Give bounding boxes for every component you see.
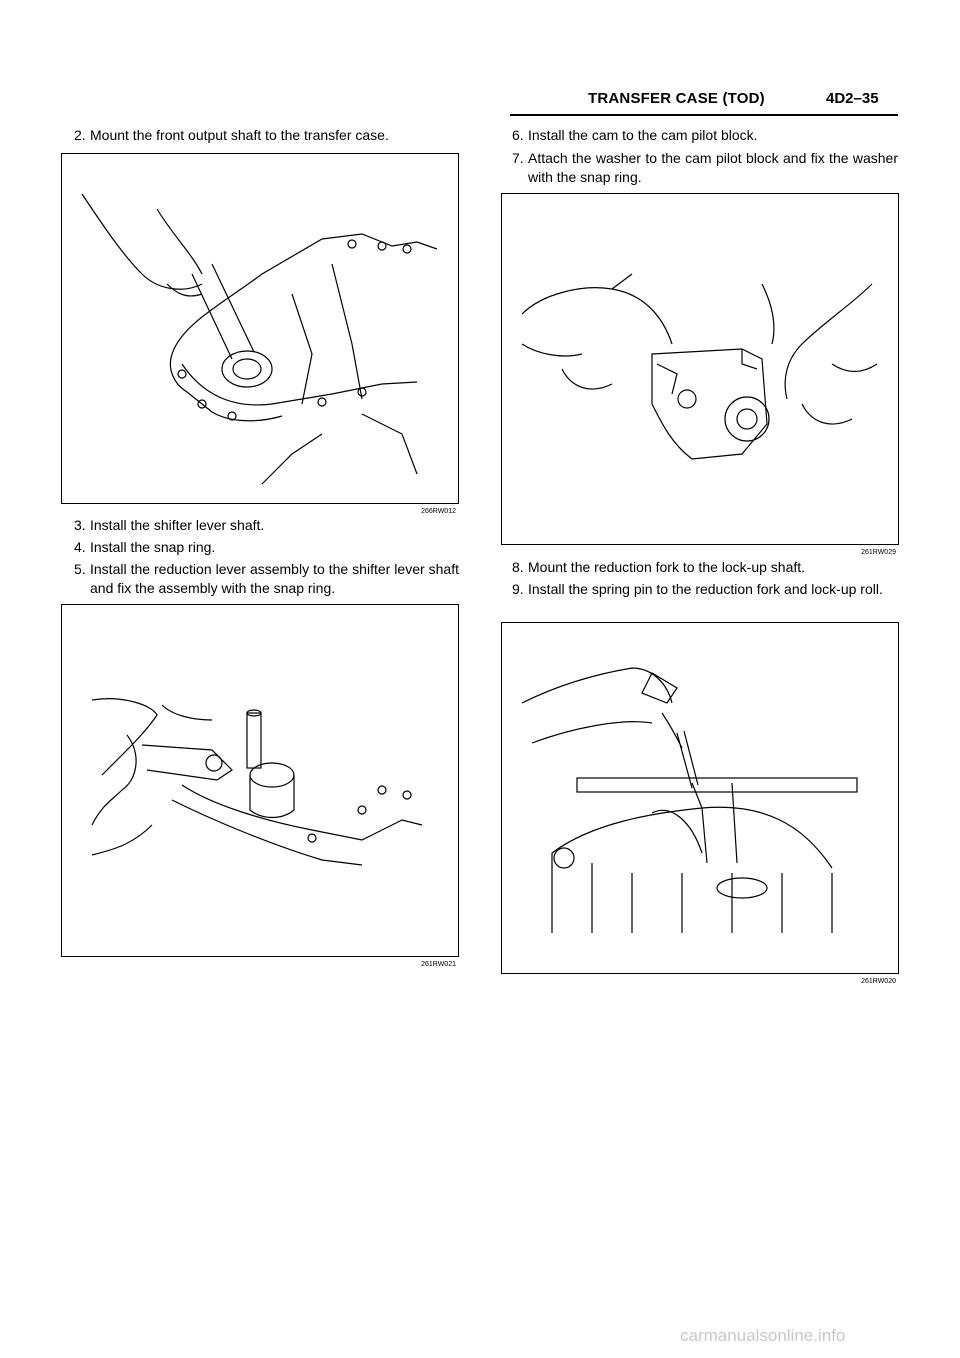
step-5 [74, 560, 459, 598]
step-8 [512, 558, 898, 577]
figure-spring-pin [501, 622, 899, 985]
step-2 [74, 126, 459, 145]
watermark: carmanualsonline.info [680, 1326, 846, 1345]
step-number: 6. [512, 127, 524, 143]
step-6 [512, 126, 898, 145]
figure-code: 261RW029 [861, 549, 896, 556]
step-text: Attach the washer to the cam pilot block and fix the washer with the snap ring. [528, 150, 898, 185]
step-7 [512, 149, 898, 187]
step-text: Install the spring pin to the reduction fork and lock-up roll. [528, 581, 883, 597]
figure-front-output-shaft [61, 153, 459, 515]
step-text: Mount the reduction fork to the lock-up shaft. [528, 559, 806, 575]
section-title: TRANSFER CASE (TOD) [588, 90, 765, 107]
step-text: Install the shifter lever shaft. [90, 517, 265, 533]
step-number: 3. [74, 517, 86, 533]
step-number: 9. [512, 581, 524, 597]
step-9 [512, 580, 898, 599]
figure-cam-washer [501, 193, 899, 556]
step-text: Install the cam to the cam pilot block. [528, 127, 758, 143]
figure-code: 261RW021 [421, 961, 456, 968]
figure-reduction-lever [61, 604, 459, 968]
step-number: 5. [74, 561, 86, 577]
step-4 [74, 538, 459, 557]
step-number: 4. [74, 539, 86, 555]
step-3 [74, 516, 459, 535]
step-text: Install the snap ring. [90, 539, 216, 555]
step-number: 7. [512, 150, 524, 166]
figure-code: 261RW020 [861, 978, 896, 985]
step-number: 2. [74, 127, 86, 143]
step-number: 8. [512, 559, 524, 575]
figure-code: 266RW012 [421, 508, 456, 515]
header-rule [510, 114, 898, 116]
page-number: 4D2–35 [826, 90, 879, 107]
step-text: Install the reduction lever assembly to the shifter lever shaft and fix the assembly with the snap ring. [90, 561, 459, 596]
step-text: Mount the front output shaft to the transfer case. [90, 127, 389, 143]
